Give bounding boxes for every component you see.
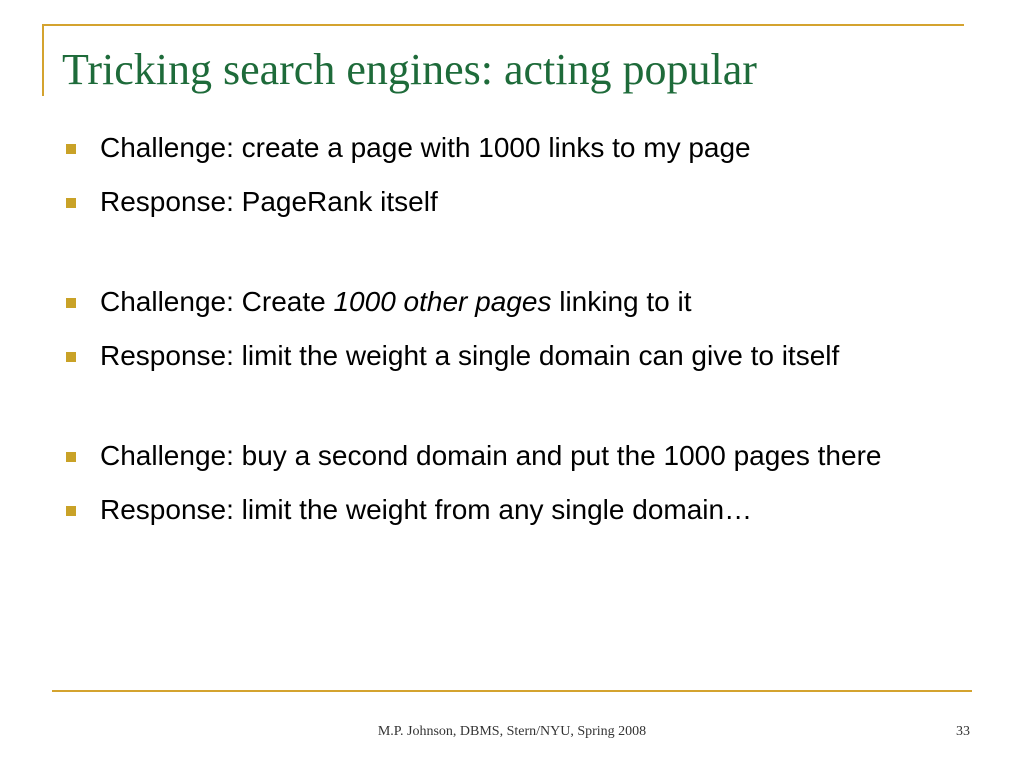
square-bullet-icon [66,298,76,308]
square-bullet-icon [66,198,76,208]
bullet-text-part: Challenge: Create [100,286,334,317]
bullet-text: Response: limit the weight a single domain can give to itself [100,340,840,371]
bullet-emphasis: 1000 other pages [333,286,552,317]
bullet-text: Response: PageRank itself [100,186,438,217]
slide-title: Tricking search engines: acting popular [62,45,757,94]
bullet-text: Challenge: buy a second domain and put the 1000 pages there [100,440,882,471]
bullet-text-part: linking to it [551,286,692,317]
page-number: 33 [956,724,970,739]
bullet-item [62,338,982,374]
bullet-item [62,130,982,166]
square-bullet-icon [66,452,76,462]
bullet-item [62,492,982,528]
left-border-line [42,24,44,96]
bullet-item [62,438,982,474]
bullet-text [100,286,692,317]
bullet-item [62,184,982,220]
footer-text: M.P. Johnson, DBMS, Stern/NYU, Spring 2008 [377,724,647,739]
bullet-text: Challenge: create a page with 1000 links to my page [100,132,751,163]
top-border-line [42,24,964,26]
square-bullet-icon [66,352,76,362]
square-bullet-icon [66,506,76,516]
square-bullet-icon [66,144,76,154]
footer-divider [52,690,972,692]
bullet-text: Response: limit the weight from any single domain… [100,494,753,525]
bullet-list [62,130,982,546]
bullet-item [62,284,982,320]
